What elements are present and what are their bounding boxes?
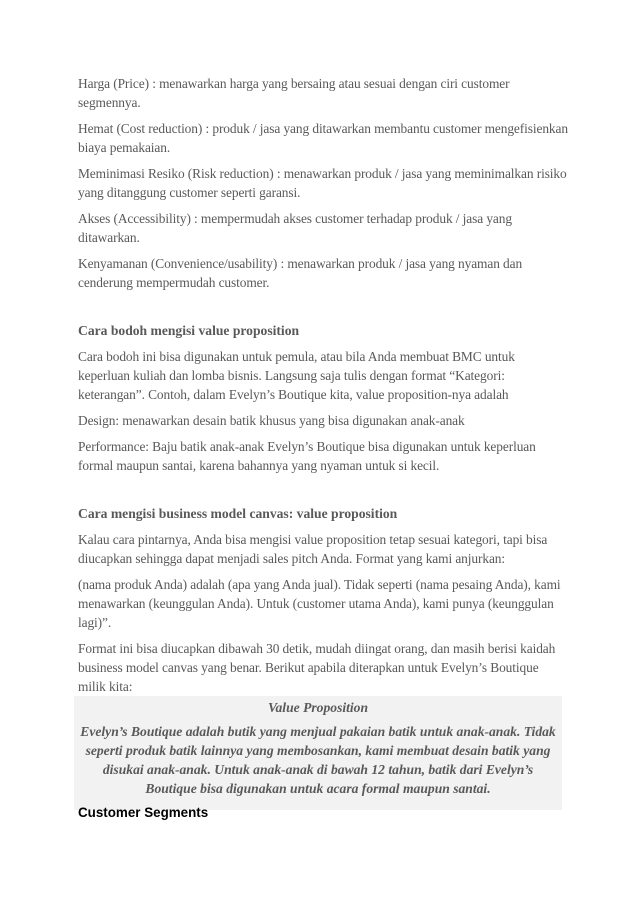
paragraph-performance-example: Performance: Baju batik anak-anak Evelyn’s Boutique bisa digunakan untuk keperluan formal maupun santai, karena bahannya yang nyaman untuk si kecil. [78, 439, 536, 473]
value-proposition-box [74, 696, 562, 810]
paragraph-convenience: Kenyamanan (Convenience/usability) : menawarkan produk / jasa yang nyaman dan cenderung mempermudah customer. [78, 256, 523, 290]
section-heading-bmc-method: Cara mengisi business model canvas: value proposition [78, 506, 398, 521]
value-proposition-text: Evelyn’s Boutique adalah butik yang menjual pakaian batik untuk anak-anak. Tidak seperti produk batik lainnya yang membosankan, kami membuat desain batik yang disukai anak-anak. Untuk anak-anak di bawah 12 tahun, batik dari Evelyn’s Boutique bisa digunakan untuk acara formal maupun santai. [80, 724, 556, 796]
paragraph-smart-method-intro: Kalau cara pintarnya, Anda bisa mengisi value proposition tetap sesuai kategori, tapi bisa diucapkan sehingga dapat menjadi sales pitch Anda. Format yang kami anjurkan: [78, 532, 548, 566]
spacer [78, 482, 568, 504]
paragraph-format-explanation: Format ini bisa diucapkan dibawah 30 detik, mudah diingat orang, dan masih berisi kaidah business model canvas yang benar. Berikut apabila diterapkan untuk Evelyn’s Boutique milik kita: [78, 641, 556, 694]
paragraph-price: Harga (Price) : menawarkan harga yang bersaing atau sesuai dengan ciri customer segmennya. [78, 76, 510, 110]
paragraph-format-template: (nama produk Anda) adalah (apa yang Anda jual). Tidak seperti (nama pesaing Anda), kami menawarkan (keunggulan Anda). Untuk (customer utama Anda), kami punya (keunggulan lagi)”. [78, 577, 561, 630]
paragraph-cost-reduction: Hemat (Cost reduction) : produk / jasa yang ditawarkan membantu customer mengefisienkan biaya pemakaian. [78, 121, 568, 155]
paragraph-design-example: Design: menawarkan desain batik khusus yang bisa digunakan anak-anak [78, 413, 465, 428]
customer-segments-heading: Customer Segments [78, 805, 209, 820]
value-proposition-title: Value Proposition [267, 700, 369, 715]
document-body [78, 74, 568, 810]
spacer [78, 299, 568, 321]
paragraph-accessibility: Akses (Accessibility) : mempermudah akses customer terhadap produk / jasa yang ditawarkan. [78, 211, 512, 245]
paragraph-risk-reduction: Meminimasi Resiko (Risk reduction) : menawarkan produk / jasa yang meminimalkan risiko yang ditanggung customer seperti garansi. [78, 166, 567, 200]
section-heading-simple-method: Cara bodoh mengisi value proposition [78, 323, 300, 338]
paragraph-simple-method-intro: Cara bodoh ini bisa digunakan untuk pemula, atau bila Anda membuat BMC untuk keperluan kuliah dan lomba bisnis. Langsung saja tulis dengan format “Kategori: keterangan”. Contoh, dalam Evelyn’s Boutique kita, value proposition-nya adalah [78, 349, 515, 402]
